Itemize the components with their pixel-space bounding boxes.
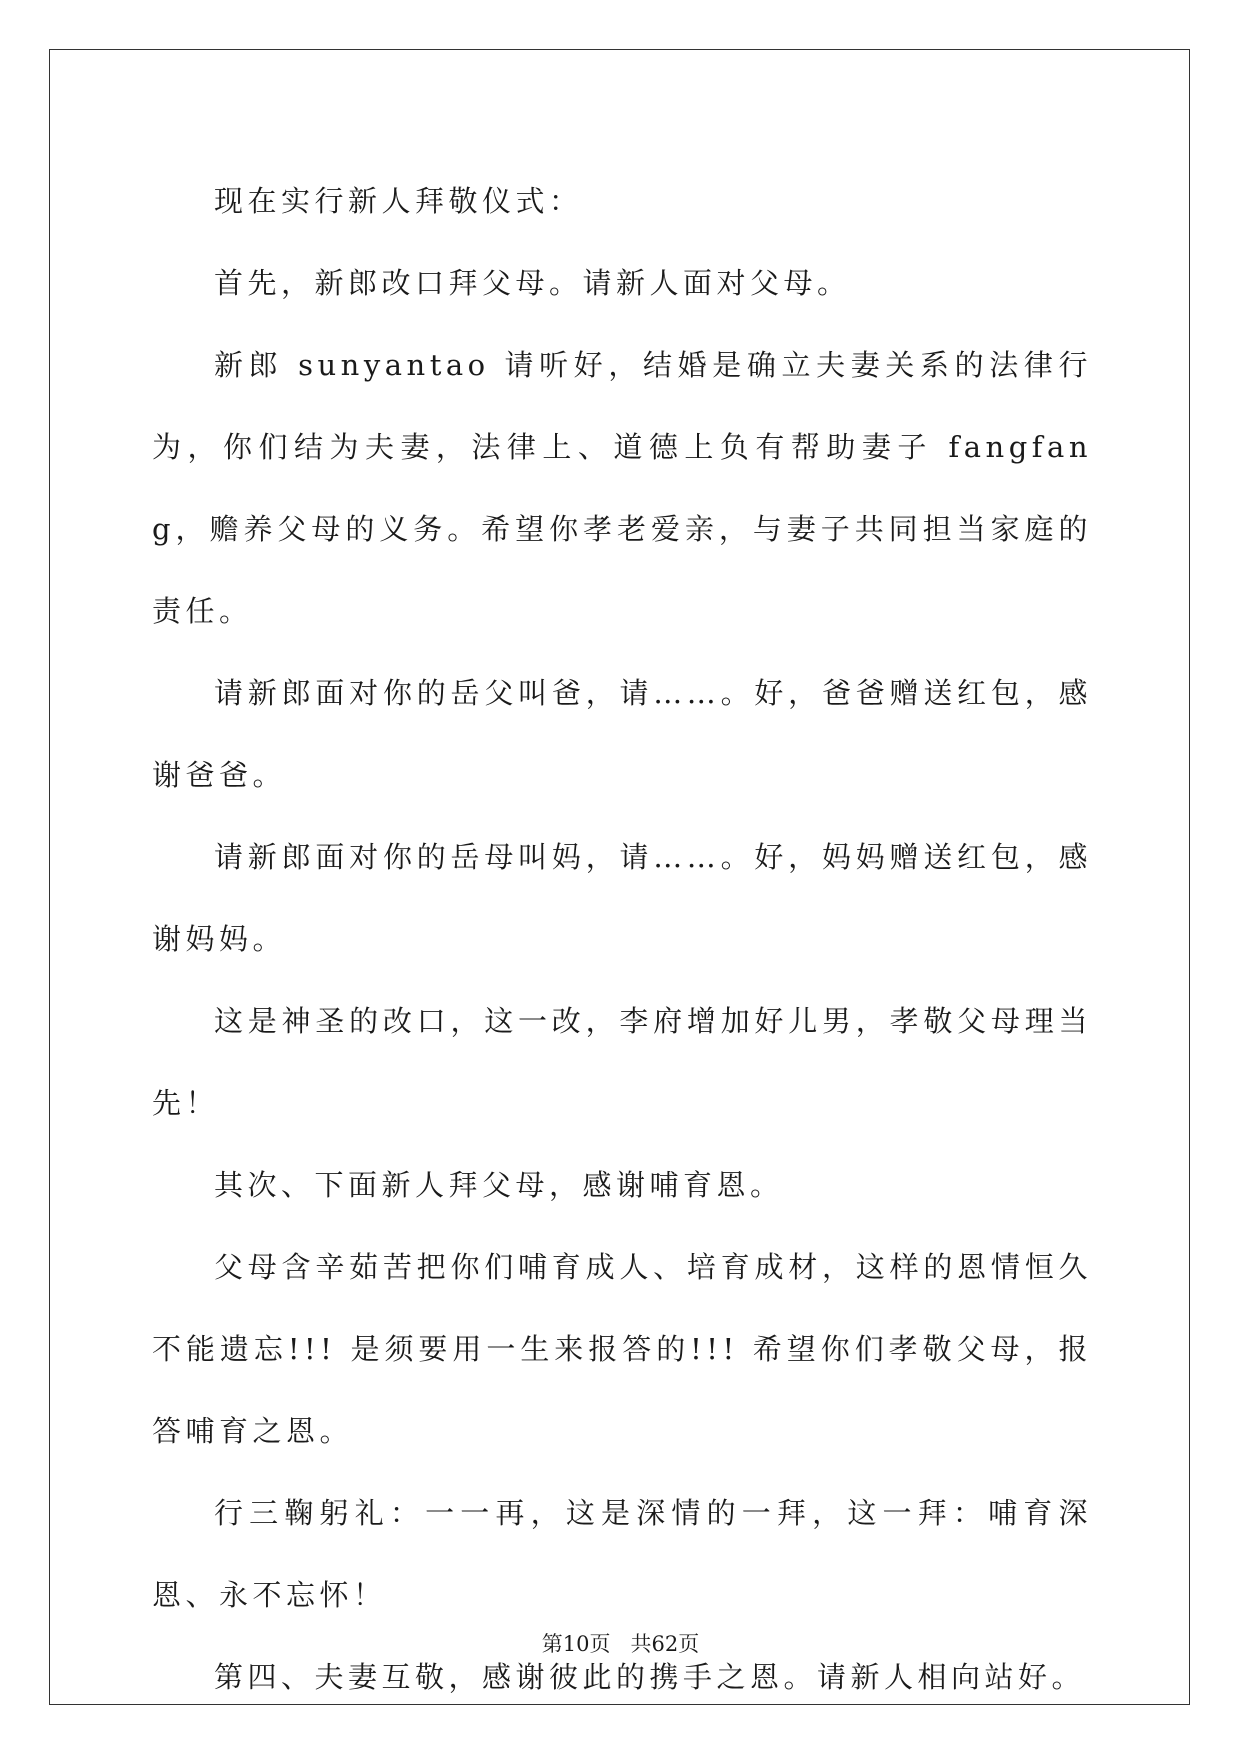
paragraph: 这是神圣的改口，这一改，李府增加好儿男，孝敬父母理当先！ xyxy=(152,1004,1092,1120)
document-body xyxy=(152,160,1092,1718)
paragraph: 第四、夫妻互敬，感谢彼此的携手之恩。请新人相向站好。 xyxy=(214,1660,1086,1694)
paragraph: 其次、下面新人拜父母，感谢哺育恩。 xyxy=(214,1168,784,1202)
paragraph: 首先，新郎改口拜父母。请新人面对父母。 xyxy=(214,266,851,300)
paragraph: 现在实行新人拜敬仪式： xyxy=(214,184,583,218)
page-number-footer: 第10页 共62页 xyxy=(541,1632,700,1656)
paragraph: 请新郎面对你的岳父叫爸，请……。好，爸爸赠送红包，感谢爸爸。 xyxy=(152,676,1092,792)
paragraph: 新郎 sunyantao 请听好，结婚是确立夫妻关系的法律行为，你们结为夫妻，法律上、道德上负有帮助妻子 fangfang，赡养父母的义务。希望你孝老爱亲，与妻子共同担当家庭的责任。 xyxy=(152,348,1092,628)
paragraph: 请新郎面对你的岳母叫妈，请……。好，妈妈赠送红包，感谢妈妈。 xyxy=(152,840,1092,956)
paragraph: 行三鞠躬礼：一一再，这是深情的一拜，这一拜：哺育深恩、永不忘怀！ xyxy=(152,1496,1092,1612)
paragraph: 父母含辛茹苦把你们哺育成人、培育成材，这样的恩情恒久不能遗忘!!! 是须要用一生来报答的!!! 希望你们孝敬父母，报答哺育之恩。 xyxy=(152,1250,1092,1448)
